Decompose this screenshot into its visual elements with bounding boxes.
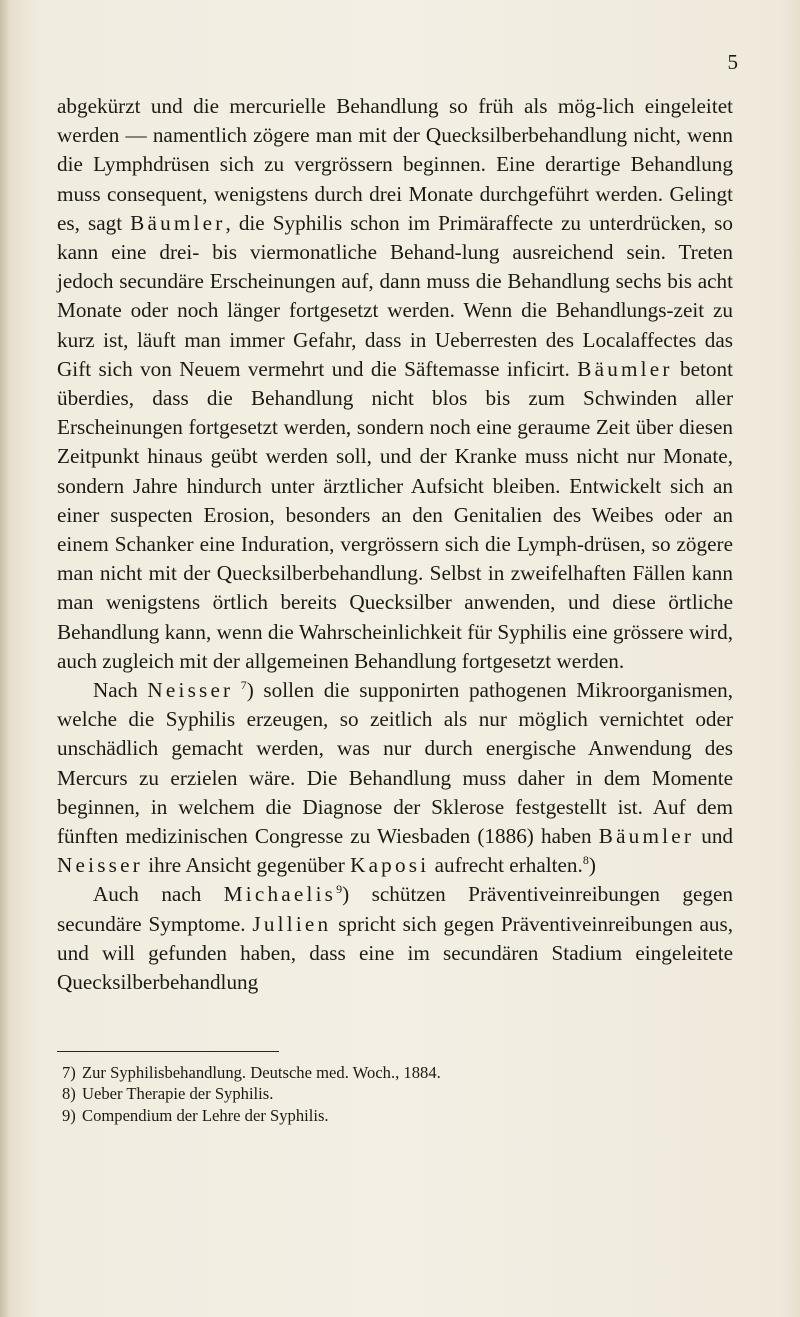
footnotes: [62, 1062, 722, 1126]
paragraph: [57, 880, 733, 997]
text-run: ihre Ansicht gegenüber: [142, 853, 351, 878]
footnote-ref: 9: [336, 882, 343, 897]
text-run: Auch nach: [93, 882, 224, 907]
text-run: ): [588, 853, 596, 878]
footnote-mark: 9): [62, 1105, 76, 1125]
author-name: Bäumler: [598, 824, 695, 849]
footnote-text: Ueber Therapie der Syphilis.: [82, 1084, 274, 1104]
text-run: betont überdies, dass die Behandlung nicht blos bis zum Schwinden aller Erscheinungen fortgesetzt werden, sondern noch eine geraume Zeit über diesen Zeitpunkt hinaus geübt werden soll, und der Kranke muss nicht nur Monate, sondern Jahre hindurch unter ärztlicher Aufsicht bleiben. Entwickelt sich an einer suspecten Erosion, besonders an den Genitalien des Weibes oder an einem Schanker eine Induration, vergrössern sich die Lymph-drüsen, so zögere man nicht mit der Quecksilberbehandlung. Selbst in zweifelhaften Fällen kann man wenigstens örtlich bereits Quecksilber anwenden, und diese örtliche Behandlung kann, wenn die Wahrscheinlichkeit für Syphilis eine grössere wird, auch zugleich mit der allgemeinen Behandlung fortgesetzt werden.: [57, 356, 733, 673]
text-run: und: [694, 824, 734, 849]
paragraph: [57, 676, 733, 880]
footnote: [62, 1062, 722, 1083]
footnote-ref: 8: [582, 853, 589, 868]
text-run: ) sollen die supponirten pathogenen Mikroorganismen, welche die Syphilis erzeugen, so zeitlich als nur möglich vernichtet oder unschädlich gemacht werden, was nur durch energische Anwendung des Mercurs zu erzielen wäre. Die Behandlung muss daher in dem Momente beginnen, in welchem die Diagnose der Sklerose festgestellt ist. Auf dem fünften medizinischen Congresse zu Wiesbaden (1886) haben: [57, 678, 734, 849]
footnote: [62, 1083, 722, 1104]
text-run: Nach: [93, 678, 148, 703]
footnote-divider: [57, 1051, 279, 1052]
body-text: [57, 92, 733, 997]
text-run: , die Syphilis schon im Primäraffecte zu unterdrücken, so kann eine drei- bis viermonatliche Behand-lung ausreichend sein. Treten jedoch secundäre Erscheinungen auf, dann muss die Behandlung sechs bis acht Monate oder noch länger fortgesetzt werden. Wenn die Behandlungs-zeit zu kurz ist, läuft man immer Gefahr, dass in Ueberresten des Localaffectes das Gift sich von Neuem vermehrt und die Säftemasse inficirt.: [57, 210, 733, 381]
footnote-ref: 7: [233, 678, 247, 693]
text-run: aufrecht erhalten.: [429, 853, 583, 878]
text-run: ) schützen Präventiveinreibungen gegen secundäre Symptome.: [57, 882, 734, 936]
footnote-text: Compendium der Lehre der Syphilis.: [82, 1105, 329, 1125]
footnote-mark: 7): [62, 1063, 76, 1082]
text-run: abgekürzt und die mercurielle Behandlung so früh als mög-lich eingeleitet werden — namentlich zögere man mit der Quecksilberbehandlung nicht, wenn die Lymphdrüsen sich zu vergrössern beginnen. Eine derartige Behandlung muss consequent, wenigstens durch drei Monate durchgeführt werden. Gelingt es, sagt: [57, 94, 733, 235]
author-name: Bäumler: [577, 356, 673, 381]
page-number: 5: [727, 50, 738, 74]
page-edge-shadow: [0, 0, 10, 1317]
author-name: Jullien: [252, 911, 332, 936]
paragraph: [57, 92, 733, 676]
footnote-text: Zur Syphilisbehandlung. Deutsche med. Woch., 1884.: [82, 1063, 441, 1082]
author-name: Michaelis: [223, 882, 337, 907]
author-name: Neisser: [57, 853, 143, 878]
text-run: spricht sich gegen Präventiveinreibungen aus, und will gefunden haben, dass eine im secundären Stadium eingeleitete Quecksilberbehandlung: [57, 911, 734, 995]
author-name: Bäumler: [130, 210, 226, 235]
author-name: Kaposi: [350, 853, 430, 878]
footnote: [62, 1105, 722, 1126]
footnote-mark: 8): [62, 1084, 76, 1104]
author-name: Neisser: [147, 678, 234, 703]
